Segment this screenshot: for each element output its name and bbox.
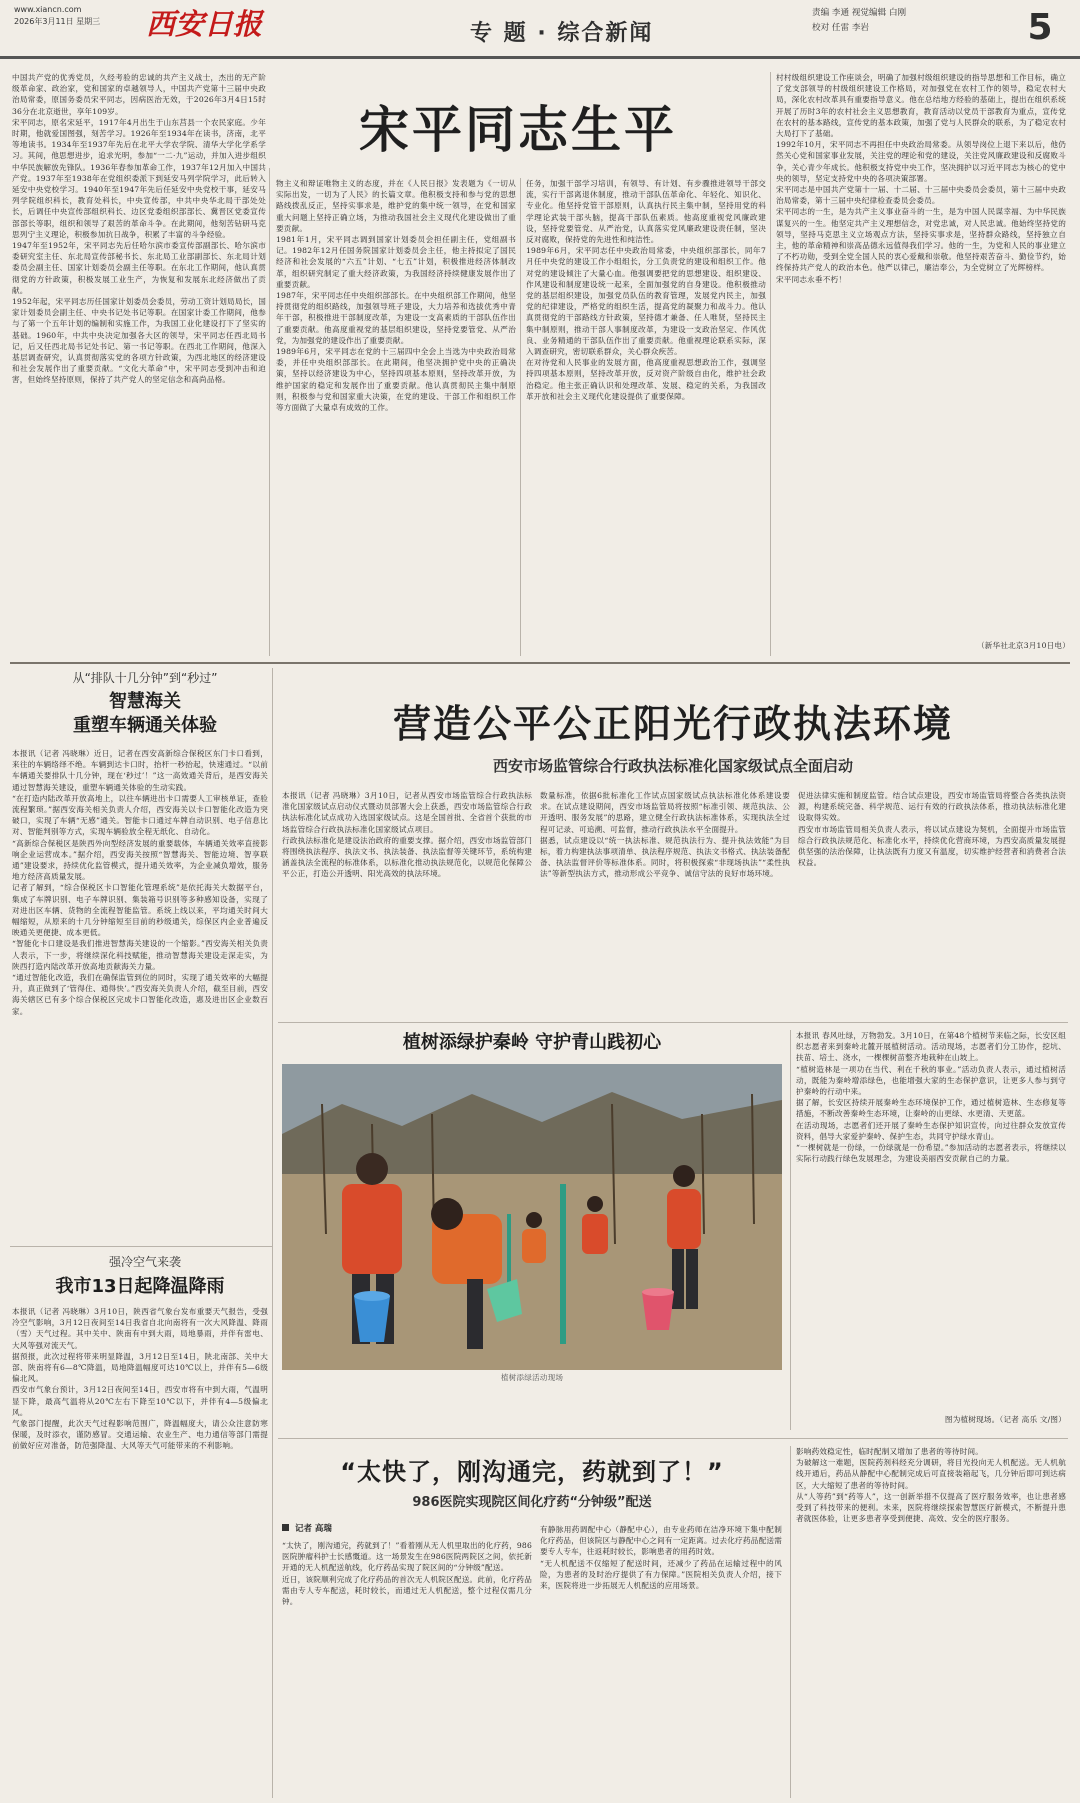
article3-title: 我市13日起降温降雨 bbox=[55, 1276, 225, 1297]
byline-marker-icon bbox=[282, 1524, 289, 1531]
article6-column-2: 有静脉用药调配中心（静配中心），由专业药师在洁净环境下集中配制化疗药品，但该院区与静配中心之间有一定距离。过去化疗药品配送需要专人专车，往返耗时较长，影响患者的用药时效。 “无人机配送不仅缩短了配送时间，还减少了药品在运输过程中的风险，为患者的及时治疗提供了有力保障。”医院相关负责人介绍，接下来，医院将进一步拓展无人机配送的应用场景。 bbox=[540, 1525, 782, 1591]
article3-kicker: 强冷空气来袭 bbox=[108, 1255, 181, 1269]
article5-credit: 图为植树现场。（记者 高乐 文/图） bbox=[944, 1415, 1066, 1424]
article1-column-3: 任务，加强干部学习培训，有领导、有计划、有步骤推进领导干部交流，实行干部离退休制度，推动干部队伍革命化、年轻化、知识化、专业化。他坚持党管干部原则，认真执行民主集中制，坚持用党的科学理论武装干部头脑，提高干部队伍素质。他高度重视党风廉政建设，坚持党要管党、从严治党，认真落实党风廉政建设责任制，坚决反对腐败，保持党的先进性和纯洁性。 1989年6月，宋平同志任中央政治局常委，中央组织部部长，同年7月任中央党的建设工作小组组长，分工负责党的建设和组织工作。他对党的建设倾注了大量心血。他强调要把党的思想建设、组织建设、作风建设和制度建设统一起来，全面加强党的自身建设。他积极推动党的基层组织建设，加强党员队伍的教育管理，发展党内民主，加强党的纪律建设，严格党的组织生活，提高党的凝聚力和战斗力。他认真贯彻党的干部路线方针政策，坚持德才兼备、任人唯贤，坚持民主集中制原则，推动干部人事制度改革，为建设一支政治坚定、作风优良、业务精通的干部队伍作出了重要贡献。他重视理论联系实际，深入调查研究，密切联系群众，关心群众疾苦。 在对待党和人民事业的发展方面，他高度重视思想政治工作，强调坚持四项基本原则，坚持改革开放，反对资产阶级自由化，维护社会政治稳定。他主张正确认识和处理改革、发展、稳定的关系，为我国改革开放和社会主义现代化建设提供了重要保障。 bbox=[526, 179, 766, 401]
article1-column-2: 物主义和辩证唯物主义的态度，并在《人民日报》发表题为《一切从实际出发，一切为了人民》的长篇文章。他积极支持和参与党的思想路线拨乱反正，坚持实事求是，维护党的集中统一领导，在党和国家重大问题上坚持正确立场，为推动我国社会主义现代化建设做出了重要贡献。 1981年1月，宋平同志调到国家计划委员会担任副主任，党组副书记。1982年12月任国务院国家计划委员会主任，他主持拟定了国民经济和社会发展的“六五”计划、“七五”计划，积极推进经济体制改革，组织研究制定了重大经济政策，为我国经济持续健康发展作出了重要贡献。 1987年，宋平同志任中央组织部部长。在中央组织部工作期间，他坚持贯彻党的组织路线，加强领导班子建设，大力培养和选拔优秀中青年干部，积极推进干部制度改革，为建设一支高素质的干部队伍作出了重要贡献。他高度重视党的基层组织建设，坚持党要管党、从严治党，为加强党的建设作出了重要贡献。 1989年6月，宋平同志在党的十三届四中全会上当选为中央政治局常委，并任中央组织部部长。在此期间，他坚决拥护党中央的正确决策，坚持以经济建设为中心，坚持四项基本原则，坚持改革开放，为维护国家的稳定和发展作出了重要贡献。他认真贯彻民主集中制原则，积极参与党和国家重大决策，在党的建设、干部工作和组织工作等方面做了大量卓有成效的工作。 bbox=[276, 179, 516, 413]
article5-body: 本报讯 春风吐绿，万物勃发。3月10日，在第48个植树节来临之际，长安区组织志愿者来到秦岭北麓开展植树活动。活动现场，志愿者们分工协作，挖坑、扶苗、培土、浇水，一棵棵树苗整齐地栽种在山坡上。 “植树造林是一项功在当代、利在千秋的事业。”活动负责人表示，通过植树活动，既能为秦岭增添绿色，也能增强大家的生态保护意识，让更多人参与到守护秦岭的行动中来。 据了解，长安区持续开展秦岭生态环境保护工作，通过植树造林、生态修复等措施，不断改善秦岭生态环境，让秦岭的山更绿、水更清、天更蓝。 在活动现场，志愿者们还开展了秦岭生态保护知识宣传，向过往群众发放宣传资料，倡导大家爱护秦岭、保护生态，共同守护绿水青山。 “一棵树就是一份绿，一份绿就是一份希望。”参加活动的志愿者表示，将继续以实际行动践行绿色发展理念，为建设美丽西安贡献自己的力量。 bbox=[796, 1031, 1066, 1164]
section-divider bbox=[10, 662, 1070, 664]
article4-column-3: 促进法律实施和制度监管。结合试点建设，西安市场监管局将整合各类执法资源，构建系统完备、科学规范、运行有效的行政执法体系，推动执法标准化建设取得实效。 西安市市场监管局相关负责人表示，将以试点建设为契机，全面提升市场监管综合行政执法规范化、标准化水平，持续优化营商环境，为西安高质量发展提供坚强的法治保障，让执法既有力度又有温度，切实维护经营者和消费者合法权益。 bbox=[798, 791, 1066, 868]
article2-kicker: 从“排队十几分钟”到“秒过” bbox=[72, 671, 218, 685]
article6-byline: 记者 高瑞 bbox=[294, 1524, 332, 1534]
column-divider bbox=[520, 178, 521, 656]
proofreader-credit-line: 校对 任雷 李岩 bbox=[812, 23, 870, 33]
page-number: 5 bbox=[1027, 7, 1053, 48]
photo-illustration bbox=[282, 1064, 782, 1370]
article4-subtitle: 西安市场监管综合行政执法标准化国家级试点全面启动 bbox=[492, 757, 853, 775]
article4-title: 营造公平公正阳光行政执法环境 bbox=[392, 702, 953, 746]
article1-title: 宋平同志生平 bbox=[359, 101, 677, 159]
column-divider bbox=[790, 1030, 791, 1430]
article5-title: 植树添绿护秦岭 守护青山践初心 bbox=[402, 1032, 662, 1053]
article1-column-4: 村村级组织建设工作座谈会，明确了加强村级组织建设的指导思想和工作目标，确立了党支部领导的村级组织建设工作格局，对加强党在农村工作的领导，稳定农村大局，深化农村改革具有重要指导意义。他在总结地方经验的基础上，提出在组织系统开展了历时3年的农村社会主义思想教育，教育活动以党员干部教育为重点，宣传党在农村的基本路线，宣传党的基本政策，加强了党与人民群众的联系，为了稳定农村大局打下了基础。 1992年10月，宋平同志不再担任中央政治局常委。从领导岗位上退下来以后，他仍然关心党和国家事业发展，关注党的理论和党的建设，关注党风廉政建设和反腐败斗争，关心青少年成长。他积极支持党中央工作，坚决拥护以习近平同志为核心的党中央的领导，坚定支持党中央的各项决策部署。 宋平同志是中国共产党第十一届、十二届、十三届中央委员会委员，第十三届中央政治局常委，第十三届中央纪律检查委员会委员。 宋平同志的一生，是为共产主义事业奋斗的一生，是为中国人民谋幸福、为中华民族谋复兴的一生。他坚定共产主义理想信念，对党忠诚，对人民忠诚。他始终坚持党的领导，坚持马克思主义立场观点方法，坚持实事求是，坚持群众路线，坚持独立自主，他的革命精神和崇高品德永远值得我们学习。他的一生，为党和人民的事业建立了不朽功勋，受到全党全国人民的衷心爱戴和崇敬。他坚持艰苦奋斗、勤俭节约，始终保持共产党人的政治本色。他严以律己，廉洁奉公，为全党树立了光辉榜样。 宋平同志永垂不朽！ bbox=[776, 73, 1066, 284]
section-divider bbox=[10, 1246, 272, 1247]
newspaper-logo bbox=[142, 3, 282, 43]
article1-source: （新华社北京3月10日电） bbox=[976, 641, 1070, 650]
article6-column-1: “太快了，刚沟通完，药就到了！”看着刚从无人机里取出的化疗药，986医院肿瘤科护士长感慨道。这一场景发生在986医院两院区之间，依托新开通的无人机配送航线，化疗药品实现了院区间的“分钟级”配送。 近日，该院顺利完成了化疗药品的首次无人机院区配送。此前，化疗药品需由专人专车配送，耗时较长，而通过无人机配送，整个过程仅需几分钟。 bbox=[282, 1541, 532, 1607]
section-divider bbox=[278, 1438, 1068, 1439]
article6-column-3: 影响药效稳定性，临时配制又增加了患者的等待时间。 为破解这一难题，医院药剂科经充分调研，将目光投向无人机配送。无人机航线开通后，药品从静配中心配制完成后可直接装箱起飞，几分钟后即可到达病区，大大缩短了患者的等待时间。 从“人等药”到“药等人”，这一创新举措不仅提高了医疗服务效率，也让患者感受到了科技带来的便利。未来，医院将继续探索智慧医疗新模式，不断提升患者就医体验，让更多患者享受到便捷、高效、安全的医疗服务。 bbox=[796, 1447, 1066, 1524]
tree-planting-photo bbox=[282, 1064, 782, 1370]
article6-title: “太快了，刚沟通完，药就到了！” bbox=[340, 1458, 724, 1486]
section-title: 专 题 · 综合新闻 bbox=[470, 21, 654, 46]
article2-title-line2: 重塑车辆通关体验 bbox=[73, 715, 217, 736]
article2-title-line1: 智慧海关 bbox=[109, 691, 181, 712]
article1-column-1: 中国共产党的优秀党员，久经考验的忠诚的共产主义战士，杰出的无产阶级革命家、政治家，党和国家的卓越领导人，中国共产党第十三届中央政治局常委，原国务委员宋平同志，因病医治无效，于2026年3月4日15时36分在北京逝世，享年109岁。 宋平同志，原名宋延平，1917年4月出生于山东莒县一个农民家庭。少年时期，他就爱国图强，刻苦学习。1926年至1934年在读书，济南，北平等地读书。1934年至1937年先后在北平大学农学院、清华大学化学系学习。其间，他思想进步，追求光明，参加“一二·九”运动，并加入进步组织中华民族解放先锋队。1936年春参加革命工作，1937年12月加入中国共产党。1937年至1938年在党组织委派下到延安马列学院学习，此后转入延安中央党校学习。1940年至1947年先后任延安中央党校干事，延安马列学院组织科长，教育处科长，中央宣传部，中共中央华北局干部处处长，后调任中央宣传部组织科长、边区党委组织部部长、冀晋区党委宣传部部长等职，组织和领导了艰苦的革命斗争。在此期间，他刻苦钻研马克思列宁主义理论，积极参加抗日战争，积累了丰富的斗争经验。 1947年至1952年，宋平同志先后任哈尔滨市委宣传部副部长、哈尔滨市委研究室主任、东北局宣传部秘书长、东北局工业部副部长、东北局计划委员会副主任、国家计划委员会副主任等职。在东北工作期间，他认真贯彻党的方针政策，积极发展工业生产，为恢复和发展东北经济做出了贡献。 1952年起，宋平同志历任国家计划委员会委员，劳动工资计划局局长，国家计划委员会副主任、中央书记处书记等职。在国家计委工作期间，他参与了第一个五年计划的编制和实施工作，为我国工业化建设打下了坚实的基础。1960年，中共中央决定加强各大区的领导，宋平同志任西北局书记，后又任西北局书记处书记、第一书记等职。在西北工作期间，他深入基层调查研究，认真贯彻落实党的各项方针政策，为西北地区的经济建设和社会发展作出了重要贡献。“文化大革命”中，宋平同志受到冲击和迫害，但始终坚持原则，保持了共产党人的坚定信念和高尚品格。 bbox=[12, 73, 266, 385]
editor-credit-line: 责编 李通 视觉编辑 白刚 bbox=[812, 8, 907, 18]
logo-text: 西安日报 bbox=[146, 7, 263, 41]
column-divider bbox=[790, 1446, 791, 1798]
column-divider bbox=[272, 668, 273, 1798]
article5-photo-caption: 植树添绿活动现场 bbox=[500, 1373, 564, 1382]
article4-column-2: 数量标准，依据6批标准化工作试点国家级试点执法标准化体系建设要求。在试点建设期间，西安市场监管局将按照“标准引领、规范执法、公开透明、服务发展”的思路，建立健全行政执法标准体系，实现执法全过程可记录、可追溯、可监督，推动行政执法水平全面提升。 据悉，试点建设以“统一执法标准、规范执法行为、提升执法效能”为目标，着力构建执法事项清单、执法程序规范、执法文书格式、执法装备配备、执法监督评价等标准体系。同时，将积极探索“非现场执法”“柔性执法”等新型执法方式，推动形成公平竞争、诚信守法的良好市场环境。 bbox=[540, 791, 790, 879]
editor-credits bbox=[812, 6, 906, 36]
page-header bbox=[0, 0, 1080, 58]
article6-subtitle: 986医院实现院区间化疗药“分钟级”配送 bbox=[412, 1495, 652, 1510]
article4-column-1: 本报讯（记者 冯晓琳）3月10日，记者从西安市场监管综合行政执法标准化国家级试点启动仪式暨动员部署大会上获悉，西安市场监管综合行政执法标准化试点成功入选国家级试点。这是全国首批、全省首个获批的市场监管综合行政执法标准化国家级试点项目。 行政执法标准化是建设法治政府的重要支撑。据介绍，西安市场监管部门将围绕执法程序、执法文书、执法装备、执法监督等关键环节，系统构建涵盖执法全流程的标准体系，以标准化推动执法规范化，以规范化保障公平公正，打造公开透明、阳光高效的执法环境。 bbox=[282, 791, 532, 879]
header-rule bbox=[0, 56, 1080, 59]
issue-date: 2026年3月11日 星期三 bbox=[14, 17, 101, 26]
section-divider bbox=[278, 1022, 1068, 1023]
water-bucket-icon bbox=[642, 1288, 674, 1330]
site-url[interactable]: www.xiancn.com bbox=[14, 5, 82, 14]
column-divider bbox=[770, 72, 771, 656]
water-bucket-icon bbox=[354, 1291, 390, 1342]
article6-byline-box bbox=[282, 1522, 532, 1536]
column-divider bbox=[269, 168, 270, 656]
article2-body: 本报讯（记者 冯晓琳）近日，记者在西安高新综合保税区东门卡口看到，来往的车辆络绎不绝。车辆到达卡口时，抬杆一秒抬起，快速通过。“以前车辆通关要排队十几分钟，现在‘秒过’！”这一高效通关背后，是西安海关通过智慧海关建设，重塑车辆通关体验的生动实践。 “在打造内陆改革开放高地上，以往车辆进出卡口需要人工审核单证，查验流程繁琐。”据西安海关相关负责人介绍，西安海关以卡口智能化改造为突破口，实现了车辆“无感”通关。智能卡口通过车牌自动识别、电子信息比对、智能判别等方式，实现车辆验放全程无纸化、自动化。 “高新综合保税区是陕西外向型经济发展的重要载体，车辆通关效率直接影响企业运营成本。”据介绍，西安海关按照“智慧海关、智能边境、智享联通”建设要求，持续优化监管模式，提升通关效率，为企业减负增效，服务地方经济高质量发展。 记者了解到，“综合保税区卡口智能化管理系统”是依托海关大数据平台，集成了车牌识别、电子车牌识别、集装箱号识别等多种感知设备，实现了对进出区车辆、货物的全流程智能监管。系统上线以来，平均通关时间大幅缩短，从原来的十几分钟缩短至目前的秒级通关，综保区内企业普遍反映通关更便捷、成本更低。 “智能化卡口建设是我们推进智慧海关建设的一个缩影。”西安海关相关负责人表示，下一步，将继续深化科技赋能，推动智慧海关建设走深走实，为陕西打造内陆改革开放高地贡献海关力量。 “通过智能化改造，我们在确保监管到位的同时，实现了通关效率的大幅提升，真正做到了‘管得住、通得快’。”西安海关负责人介绍，截至目前，西安海关辖区已有多个综合保税区完成卡口智能化改造，惠及进出区企业数百家。 bbox=[12, 749, 268, 1016]
article3-body: 本报讯（记者 冯晓琳）3月10日，陕西省气象台发布重要天气报告，受强冷空气影响，3月12日夜间至14日我省自北向南将有一次大风降温、降雨（雪）天气过程。其中关中、陕南有中到大雨，局地暴雨，并伴有雷电、大风等强对流天气。 据预报，此次过程将带来明显降温，3月12日至14日，陕北南部、关中大部、陕南将有6—8℃降温，局地降温幅度可达10℃以上，并伴有5—6级偏北风。 西安市气象台预计，3月12日夜间至14日，西安市将有中到大雨，气温明显下降，最高气温将从20℃左右下降至10℃以下，并伴有4—5级偏北风。 气象部门提醒，此次天气过程影响范围广，降温幅度大，请公众注意防寒保暖，及时添衣，谨防感冒。交通运输、农业生产、电力通信等部门需提前做好应对准备，防范强降温、大风等天气可能带来的不利影响。 bbox=[12, 1307, 268, 1451]
